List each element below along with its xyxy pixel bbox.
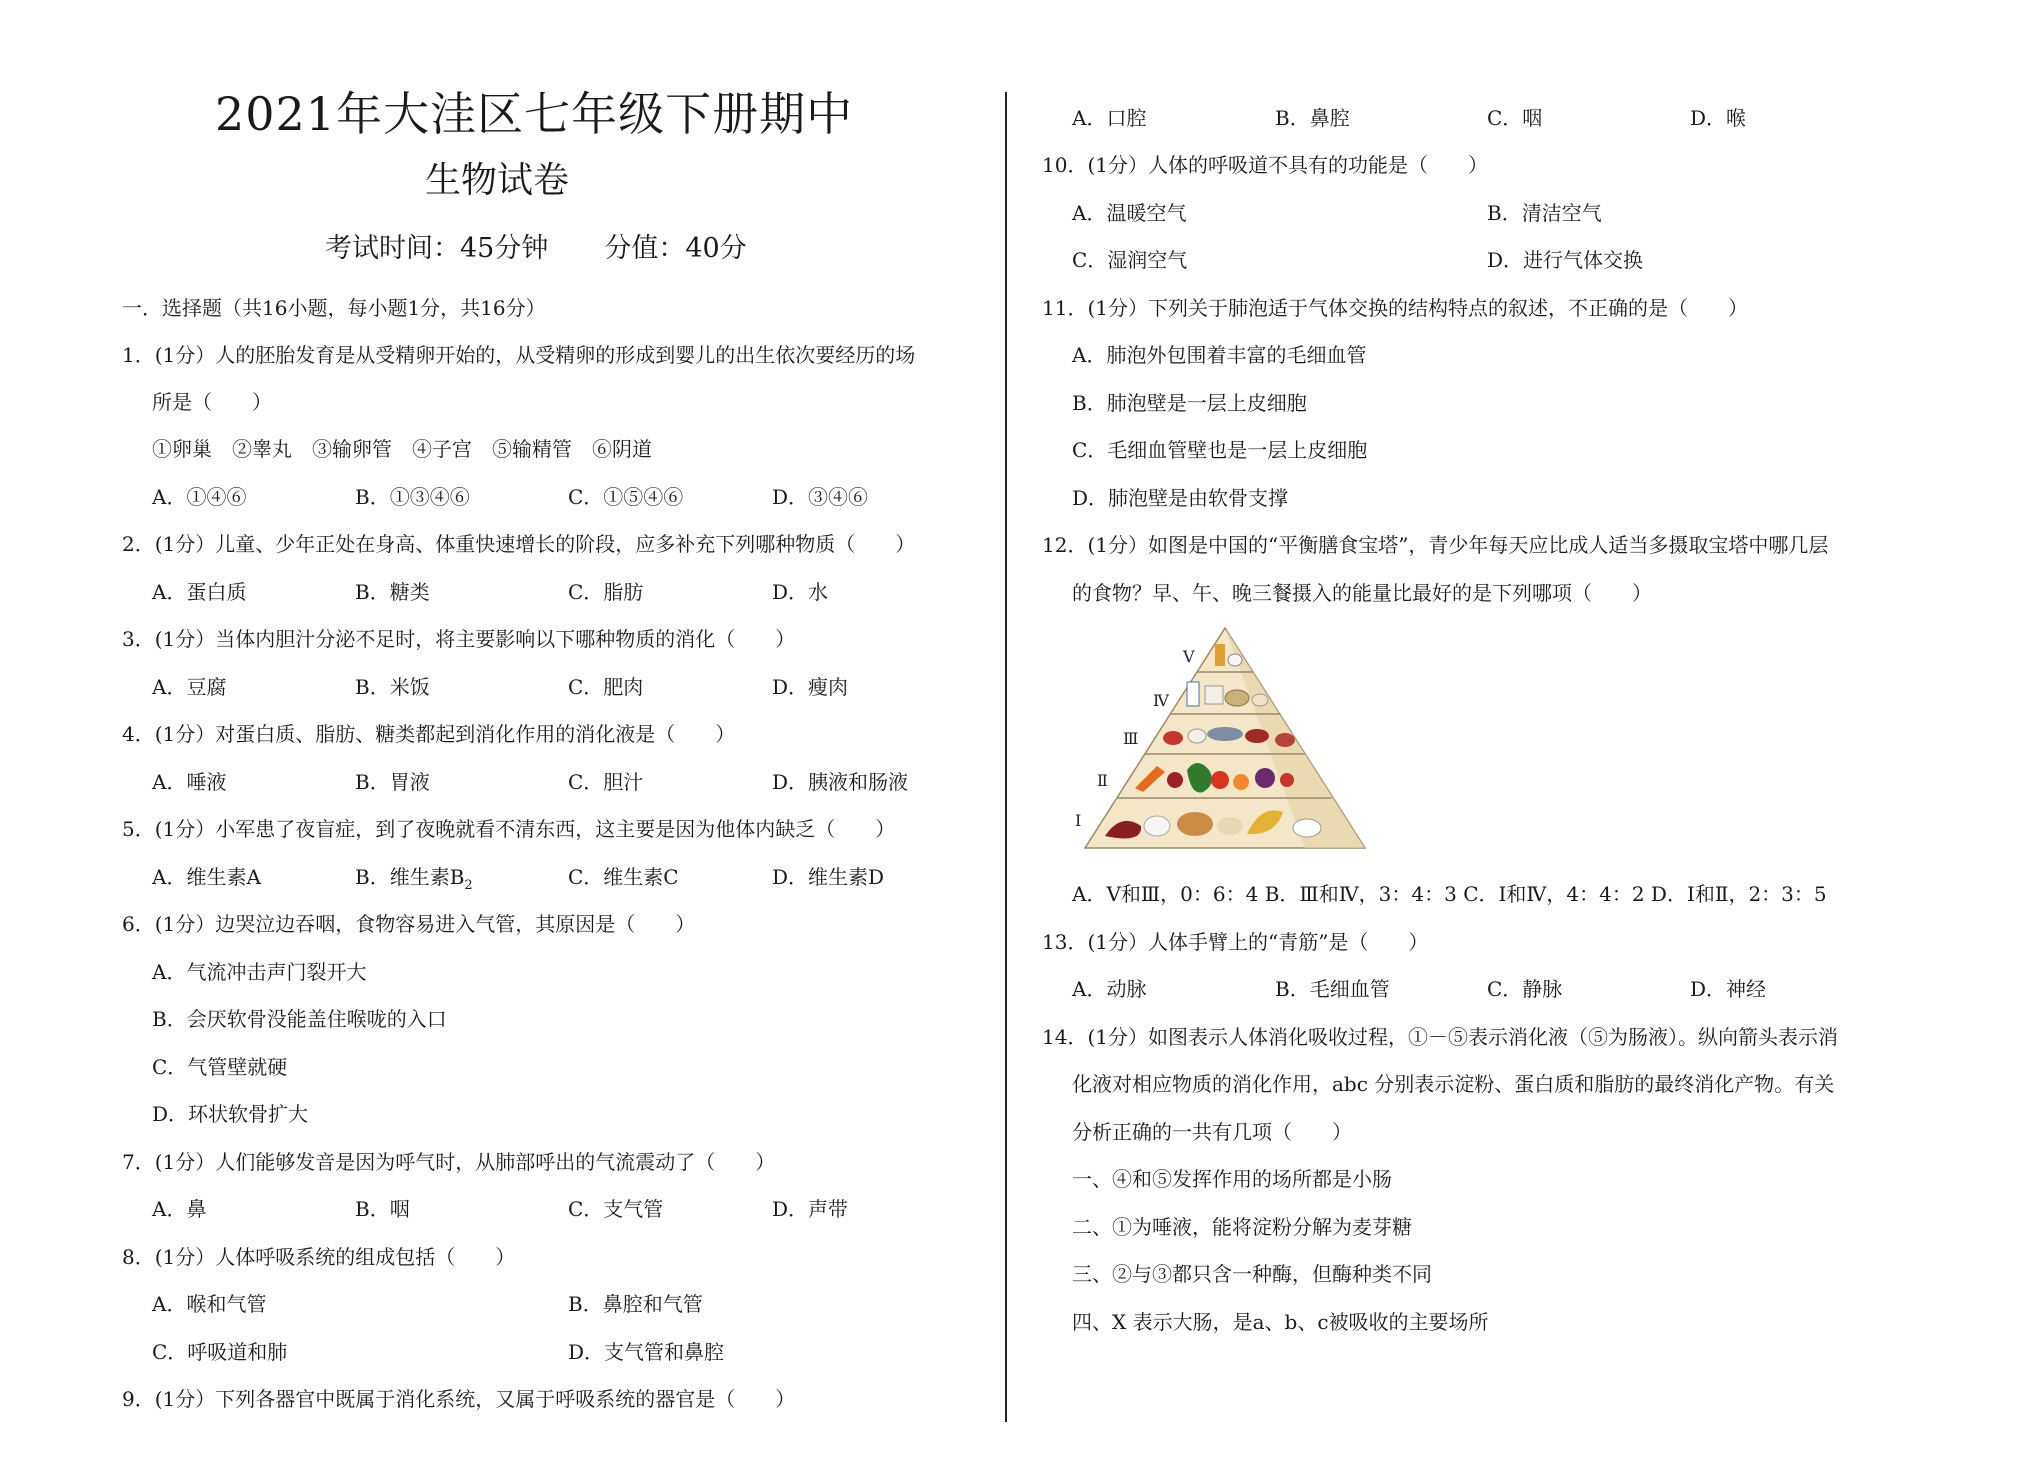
question-6-option-c: C．气管壁就硬	[152, 1055, 288, 1079]
question-10-option-b: B．清洁空气	[1487, 201, 1602, 225]
question-12-options: A．Ⅴ和Ⅲ，0：6：4 B．Ⅲ和Ⅳ，3：4：3 C．Ⅰ和Ⅳ，4：4：2 D．Ⅰ和Ⅱ，2：3：5	[1072, 882, 1827, 906]
question-4-option-d: D．胰液和肠液	[772, 770, 909, 794]
question-4-option-c: C．胆汁	[568, 770, 644, 794]
meat-icon	[1163, 731, 1183, 745]
question-7-option-c: C．支气管	[568, 1197, 664, 1221]
question-7-option-d: D．声带	[772, 1197, 849, 1221]
question-10-stem: 10．(1分）人体的呼吸道不具有的功能是（ ）	[1042, 153, 1488, 177]
question-1-option-d: D．③④⑥	[772, 485, 869, 509]
question-13-stem: 13．(1分）人体手臂上的“青筋”是（ ）	[1042, 930, 1429, 954]
question-9-stem: 9．(1分）下列各器官中既属于消化系统，又属于呼吸系统的器官是（ ）	[122, 1387, 796, 1411]
question-11-option-a: A．肺泡外包围着丰富的毛细血管	[1072, 343, 1367, 367]
question-6-stem: 6．(1分）边哭泣边吞咽，食物容易进入气管，其原因是（ ）	[122, 912, 696, 936]
question-10-option-c: C．湿润空气	[1072, 248, 1188, 272]
question-1-option-c: C．①⑤④⑥	[568, 485, 684, 509]
question-9-option-d: D．喉	[1690, 106, 1747, 130]
question-14-statement-4: 四、X 表示大肠，是a、b、c被吸收的主要场所	[1072, 1310, 1489, 1334]
question-3-option-c: C．肥肉	[568, 675, 644, 699]
fish-icon	[1207, 727, 1243, 741]
milk-carton-icon	[1187, 682, 1199, 706]
question-2-option-a: A．蛋白质	[152, 580, 247, 604]
question-1-option-a: A．①④⑥	[152, 485, 247, 509]
column-divider	[1005, 92, 1007, 1422]
tofu-icon	[1205, 686, 1223, 704]
question-7-option-a: A．鼻	[152, 1197, 207, 1221]
question-14-stem: 14．(1分）如图表示人体消化吸收过程，①－⑤表示消化液（⑤为肠液）。纵向箭头表示消	[1042, 1025, 1838, 1049]
question-5-option-c: C．维生素C	[568, 865, 679, 889]
question-11-option-d: D．肺泡壁是由软骨支撑	[1072, 486, 1289, 510]
question-14-statement-1: 一、④和⑤发挥作用的场所都是小肠	[1072, 1167, 1392, 1191]
question-8-option-b: B．鼻腔和气管	[568, 1292, 703, 1316]
question-4-option-b: B．胃液	[355, 770, 430, 794]
question-14-stem-cont: 化液对相应物质的消化作用，abc 分别表示淀粉、蛋白质和脂肪的最终消化产物。有关	[1072, 1072, 1835, 1096]
question-12-stem-cont: 的食物？早、午、晚三餐摄入的能量比最好的是下列哪项（ ）	[1072, 581, 1652, 605]
question-11-option-c: C．毛细血管壁也是一层上皮细胞	[1072, 438, 1368, 462]
ham-icon	[1275, 733, 1295, 747]
question-4-option-a: A．唾液	[152, 770, 227, 794]
question-13-option-c: C．静脉	[1487, 977, 1563, 1001]
question-13-option-b: B．毛细血管	[1275, 977, 1390, 1001]
section-heading: 一．选择题（共16小题，每小题1分，共16分）	[122, 296, 546, 320]
question-1-stem: 1．(1分）人的胚胎发育是从受精卵开始的，从受精卵的形成到婴儿的出生依次要经历的场	[122, 343, 916, 367]
question-5-option-b	[355, 863, 473, 900]
exam-info	[325, 226, 747, 265]
question-11-option-b: B．肺泡壁是一层上皮细胞	[1072, 391, 1307, 415]
question-10-option-a: A．温暖空气	[1072, 201, 1187, 225]
exam-time: 考试时间：45分钟	[325, 233, 549, 264]
question-13-option-a: A．动脉	[1072, 977, 1147, 1001]
cheese-icon	[1252, 694, 1268, 706]
question-1-option-b: B．①③④⑥	[355, 485, 470, 509]
question-11-stem: 11．(1分）下列关于肺泡适于气体交换的结构特点的叙述，不正确的是（ ）	[1042, 296, 1748, 320]
question-10-option-d: D．进行气体交换	[1487, 248, 1644, 272]
question-1-items: ①卵巢 ②睾丸 ③输卵管 ④子宫 ⑤输精管 ⑥阴道	[152, 437, 652, 461]
question-3-option-a: A．豆腐	[152, 675, 227, 699]
question-6-option-a: A．气流冲击声门裂开大	[152, 960, 367, 984]
question-3-option-b: B．米饭	[355, 675, 430, 699]
exam-score: 分值：40分	[604, 233, 747, 264]
pyramid-level-label: Ⅱ	[1097, 771, 1108, 790]
onion-icon	[1167, 772, 1183, 788]
steamed-bun-icon	[1144, 816, 1170, 836]
page-subtitle: 生物试卷	[425, 160, 570, 201]
question-14-statement-2: 二、①为唾液，能将淀粉分解为麦芽糖	[1072, 1215, 1412, 1239]
page-title: 2021年大洼区七年级下册期中	[215, 87, 854, 141]
oil-bottle-icon	[1215, 644, 1225, 666]
question-9-option-a: A．口腔	[1072, 106, 1147, 130]
question-2-option-b: B．糖类	[355, 580, 430, 604]
salt-icon	[1228, 654, 1242, 666]
pyramid-level-label: Ⅳ	[1153, 691, 1169, 710]
rice-bowl-icon	[1293, 819, 1321, 837]
question-4-stem: 4．(1分）对蛋白质、脂肪、糖类都起到消化作用的消化液是（ ）	[122, 722, 736, 746]
question-14-statement-3: 三、②与③都只含一种酶，但酶种类不同	[1072, 1262, 1432, 1286]
sausage-icon	[1245, 729, 1269, 743]
question-14-stem-cont: 分析正确的一共有几项（ ）	[1072, 1120, 1352, 1144]
question-7-stem: 7．(1分）人们能够发音是因为呼气时，从肺部呼出的气流震动了（ ）	[122, 1150, 776, 1174]
question-5-option-a: A．维生素A	[152, 865, 261, 889]
egg-icon	[1188, 729, 1206, 743]
tomato-icon	[1211, 771, 1229, 789]
question-5-option-b-subscript: 2	[464, 878, 473, 893]
question-8-option-c: C．呼吸道和肺	[152, 1340, 288, 1364]
question-2-option-d: D．水	[772, 580, 829, 604]
question-2-stem: 2．(1分）儿童、少年正处在身高、体重快速增长的阶段，应多补充下列哪种物质（ ）	[122, 532, 916, 556]
apple-icon	[1280, 773, 1294, 787]
question-13-option-d: D．神经	[1690, 977, 1767, 1001]
question-9-option-c: C．咽	[1487, 106, 1543, 130]
question-1-stem-cont: 所是（ ）	[152, 390, 272, 414]
question-3-option-d: D．瘦肉	[772, 675, 849, 699]
question-7-option-b: B．咽	[355, 1197, 410, 1221]
question-6-option-d: D．环状软骨扩大	[152, 1102, 309, 1126]
question-12-stem: 12．(1分）如图是中国的“平衡膳食宝塔”，青少年每天应比成人适当多摄取宝塔中哪几层	[1042, 533, 1829, 557]
bread-icon	[1177, 812, 1213, 836]
pyramid-level-label: Ⅰ	[1075, 811, 1082, 830]
question-8-option-a: A．喉和气管	[152, 1292, 267, 1316]
question-5-stem: 5．(1分）小军患了夜盲症，到了夜晚就看不清东西，这主要是因为他体内缺乏（ ）	[122, 817, 896, 841]
question-5-option-b-text: B．维生素B	[355, 865, 465, 889]
noodles-icon	[1217, 817, 1243, 835]
question-2-option-c: C．脂肪	[568, 580, 644, 604]
question-9-option-b: B．鼻腔	[1275, 106, 1350, 130]
pyramid-level-label: Ⅲ	[1123, 729, 1139, 748]
question-6-option-b: B．会厌软骨没能盖住喉咙的入口	[152, 1007, 447, 1031]
question-8-stem: 8．(1分）人体呼吸系统的组成包括（ ）	[122, 1245, 516, 1269]
question-3-stem: 3．(1分）当体内胆汁分泌不足时，将主要影响以下哪种物质的消化（ ）	[122, 627, 796, 651]
pyramid-level-label: Ⅴ	[1183, 647, 1195, 666]
orange-icon	[1233, 774, 1249, 790]
question-8-option-d: D．支气管和鼻腔	[568, 1340, 725, 1364]
beans-icon	[1225, 690, 1249, 706]
grapes-icon	[1255, 768, 1275, 788]
question-5-option-d: D．维生素D	[772, 865, 885, 889]
food-pyramid-image	[1075, 620, 1375, 860]
